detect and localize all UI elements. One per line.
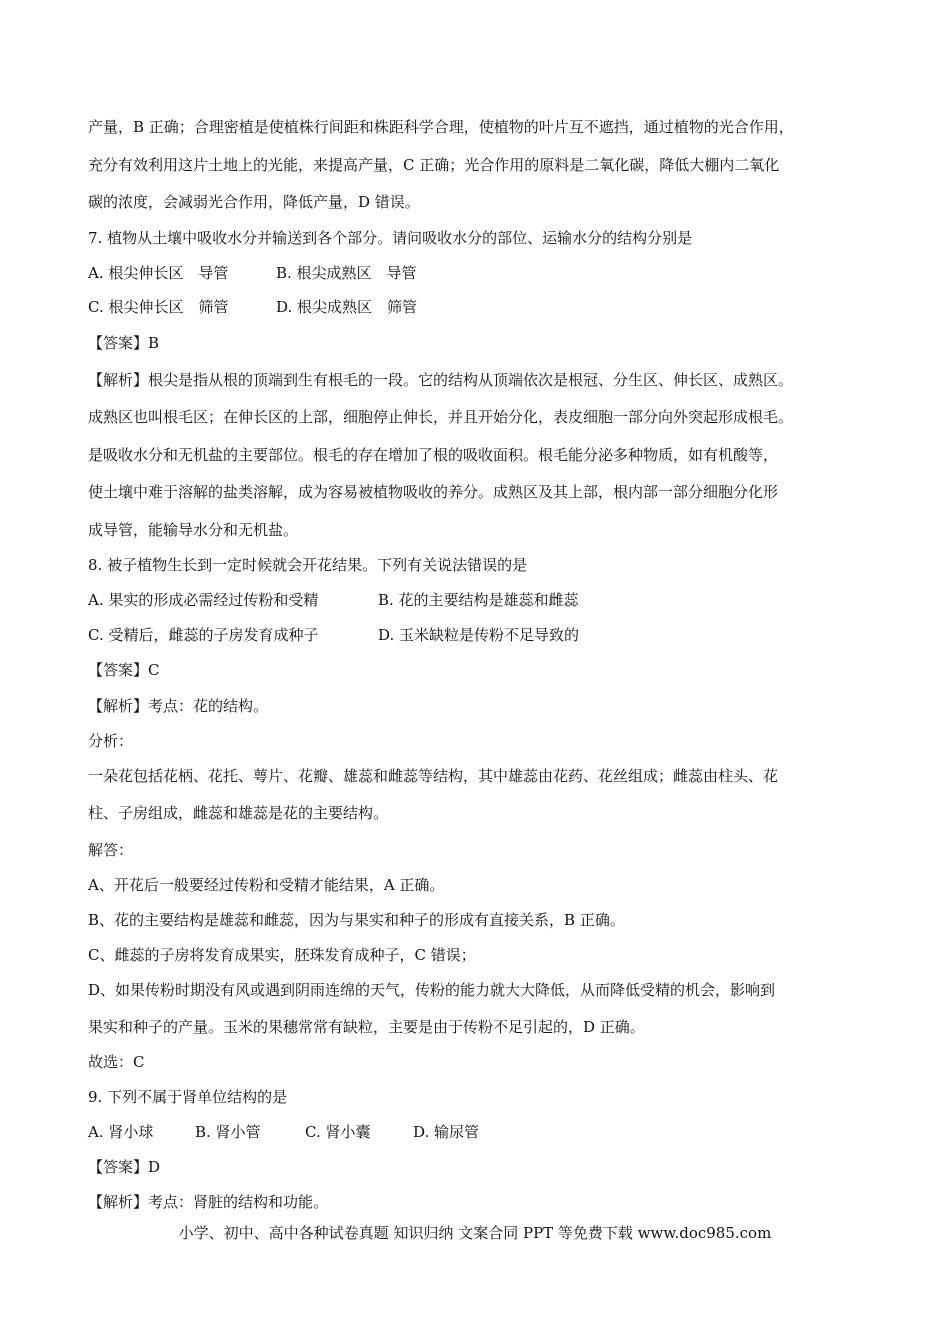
option-d: D. 根尖成熟区 筛管 bbox=[276, 298, 418, 316]
option-b: B. 花的主要结构是雄蕊和雌蕊 bbox=[378, 591, 579, 609]
question-9-answer: 【答案】D bbox=[88, 1158, 161, 1176]
question-7-answer: 【答案】B bbox=[88, 334, 160, 352]
option-a: A. 果实的形成必需经过传粉和受精 bbox=[88, 591, 319, 609]
question-8-analysis-line: 【解析】考点：花的结构。 bbox=[88, 697, 269, 715]
paragraph-line: 充分有效利用这片土地上的光能，来提高产量，C 正确；光合作用的原料是二氧化碳，降低大棚内二氧化 bbox=[88, 156, 780, 174]
question-8-analysis-line: 一朵花包括花柄、花托、萼片、花瓣、雄蕊和雌蕊等结构，其中雄蕊由花药、花丝组成；雌蕊由柱头、花 bbox=[88, 767, 779, 785]
option-d: D. 玉米缺粒是传粉不足导致的 bbox=[378, 626, 580, 644]
question-7-analysis-line: 【解析】根尖是指从根的顶端到生有根毛的一段。它的结构从顶端依次是根冠、分生区、伸长区、成熟区。 bbox=[88, 371, 794, 389]
question-8-answer: 【答案】C bbox=[88, 661, 160, 679]
paragraph-line: 产量，B 正确；合理密植是使植株行间距和株距科学合理，使植物的叶片互不遮挡，通过植物的光合作用， bbox=[88, 118, 794, 136]
question-7-stem: 7. 植物从土壤中吸收水分并输送到各个部分。请问吸收水分的部位、运输水分的结构分别是 bbox=[88, 229, 693, 247]
option-c: C. 受精后，雌蕊的子房发育成种子 bbox=[88, 626, 319, 644]
question-8-analysis-line: B、花的主要结构是雄蕊和雌蕊，因为与果实和种子的形成有直接关系，B 正确。 bbox=[88, 911, 625, 929]
question-8-analysis-line: D、如果传粉时期没有风或遇到阴雨连绵的天气，传粉的能力就大大降低，从而降低受精的机会，影响到 bbox=[88, 981, 776, 999]
question-7-options-row-1 bbox=[88, 263, 417, 283]
question-8-analysis-line: 果实和种子的产量。玉米的果穗常常有缺粒，主要是由于传粉不足引起的，D 正确。 bbox=[88, 1018, 645, 1036]
option-b: B. 根尖成熟区 导管 bbox=[276, 264, 417, 282]
option-c: C. 根尖伸长区 筛管 bbox=[88, 298, 229, 316]
page-footer: 小学、初中、高中各种试卷真题 知识归纳 文案合同 PPT 等免费下载 www.doc985.com bbox=[178, 1224, 772, 1242]
option-a: A. 根尖伸长区 导管 bbox=[88, 264, 229, 282]
question-7-analysis-line: 是吸收水分和无机盐的主要部位。根毛的存在增加了根的吸收面积。根毛能分泌多种物质，如有机酸等， bbox=[88, 446, 779, 464]
question-8-options-row-1 bbox=[88, 590, 579, 610]
question-8-analysis-line: A、开花后一般要经过传粉和受精才能结果，A 正确。 bbox=[88, 876, 445, 894]
question-7-analysis-line: 成导管，能输导水分和无机盐。 bbox=[88, 521, 299, 539]
question-9-options-row bbox=[88, 1122, 479, 1142]
option-b: B. 肾小管 bbox=[195, 1123, 261, 1141]
question-9-analysis-line: 【解析】考点：肾脏的结构和功能。 bbox=[88, 1193, 329, 1211]
question-7-analysis-line: 成熟区也叫根毛区；在伸长区的上部，细胞停止伸长，并且开始分化，表皮细胞一部分向外突起形成根毛。 bbox=[88, 408, 794, 426]
question-7-options-row-2 bbox=[88, 297, 417, 317]
question-8-analysis-line: 故选：C bbox=[88, 1053, 145, 1071]
paragraph-line: 碳的浓度，会减弱光合作用，降低产量，D 错误。 bbox=[88, 193, 420, 211]
question-8-analysis-line: 分析： bbox=[88, 732, 134, 750]
option-c: C. 肾小囊 bbox=[305, 1123, 371, 1141]
option-d: D. 输尿管 bbox=[413, 1123, 480, 1141]
question-9-stem: 9. 下列不属于肾单位结构的是 bbox=[88, 1088, 288, 1106]
option-a: A. 肾小球 bbox=[88, 1123, 154, 1141]
question-8-analysis-line: C、雌蕊的子房将发育成果实，胚珠发育成种子，C 错误； bbox=[88, 946, 476, 964]
question-7-analysis-line: 使土壤中难于溶解的盐类溶解，成为容易被植物吸收的养分。成熟区及其上部，根内部一部分细胞分化形 bbox=[88, 483, 779, 501]
question-8-options-row-2 bbox=[88, 625, 579, 645]
question-8-analysis-line: 解答： bbox=[88, 841, 134, 859]
question-8-analysis-line: 柱、子房组成，雌蕊和雄蕊是花的主要结构。 bbox=[88, 804, 389, 822]
question-8-stem: 8. 被子植物生长到一定时候就会开花结果。下列有关说法错误的是 bbox=[88, 556, 528, 574]
